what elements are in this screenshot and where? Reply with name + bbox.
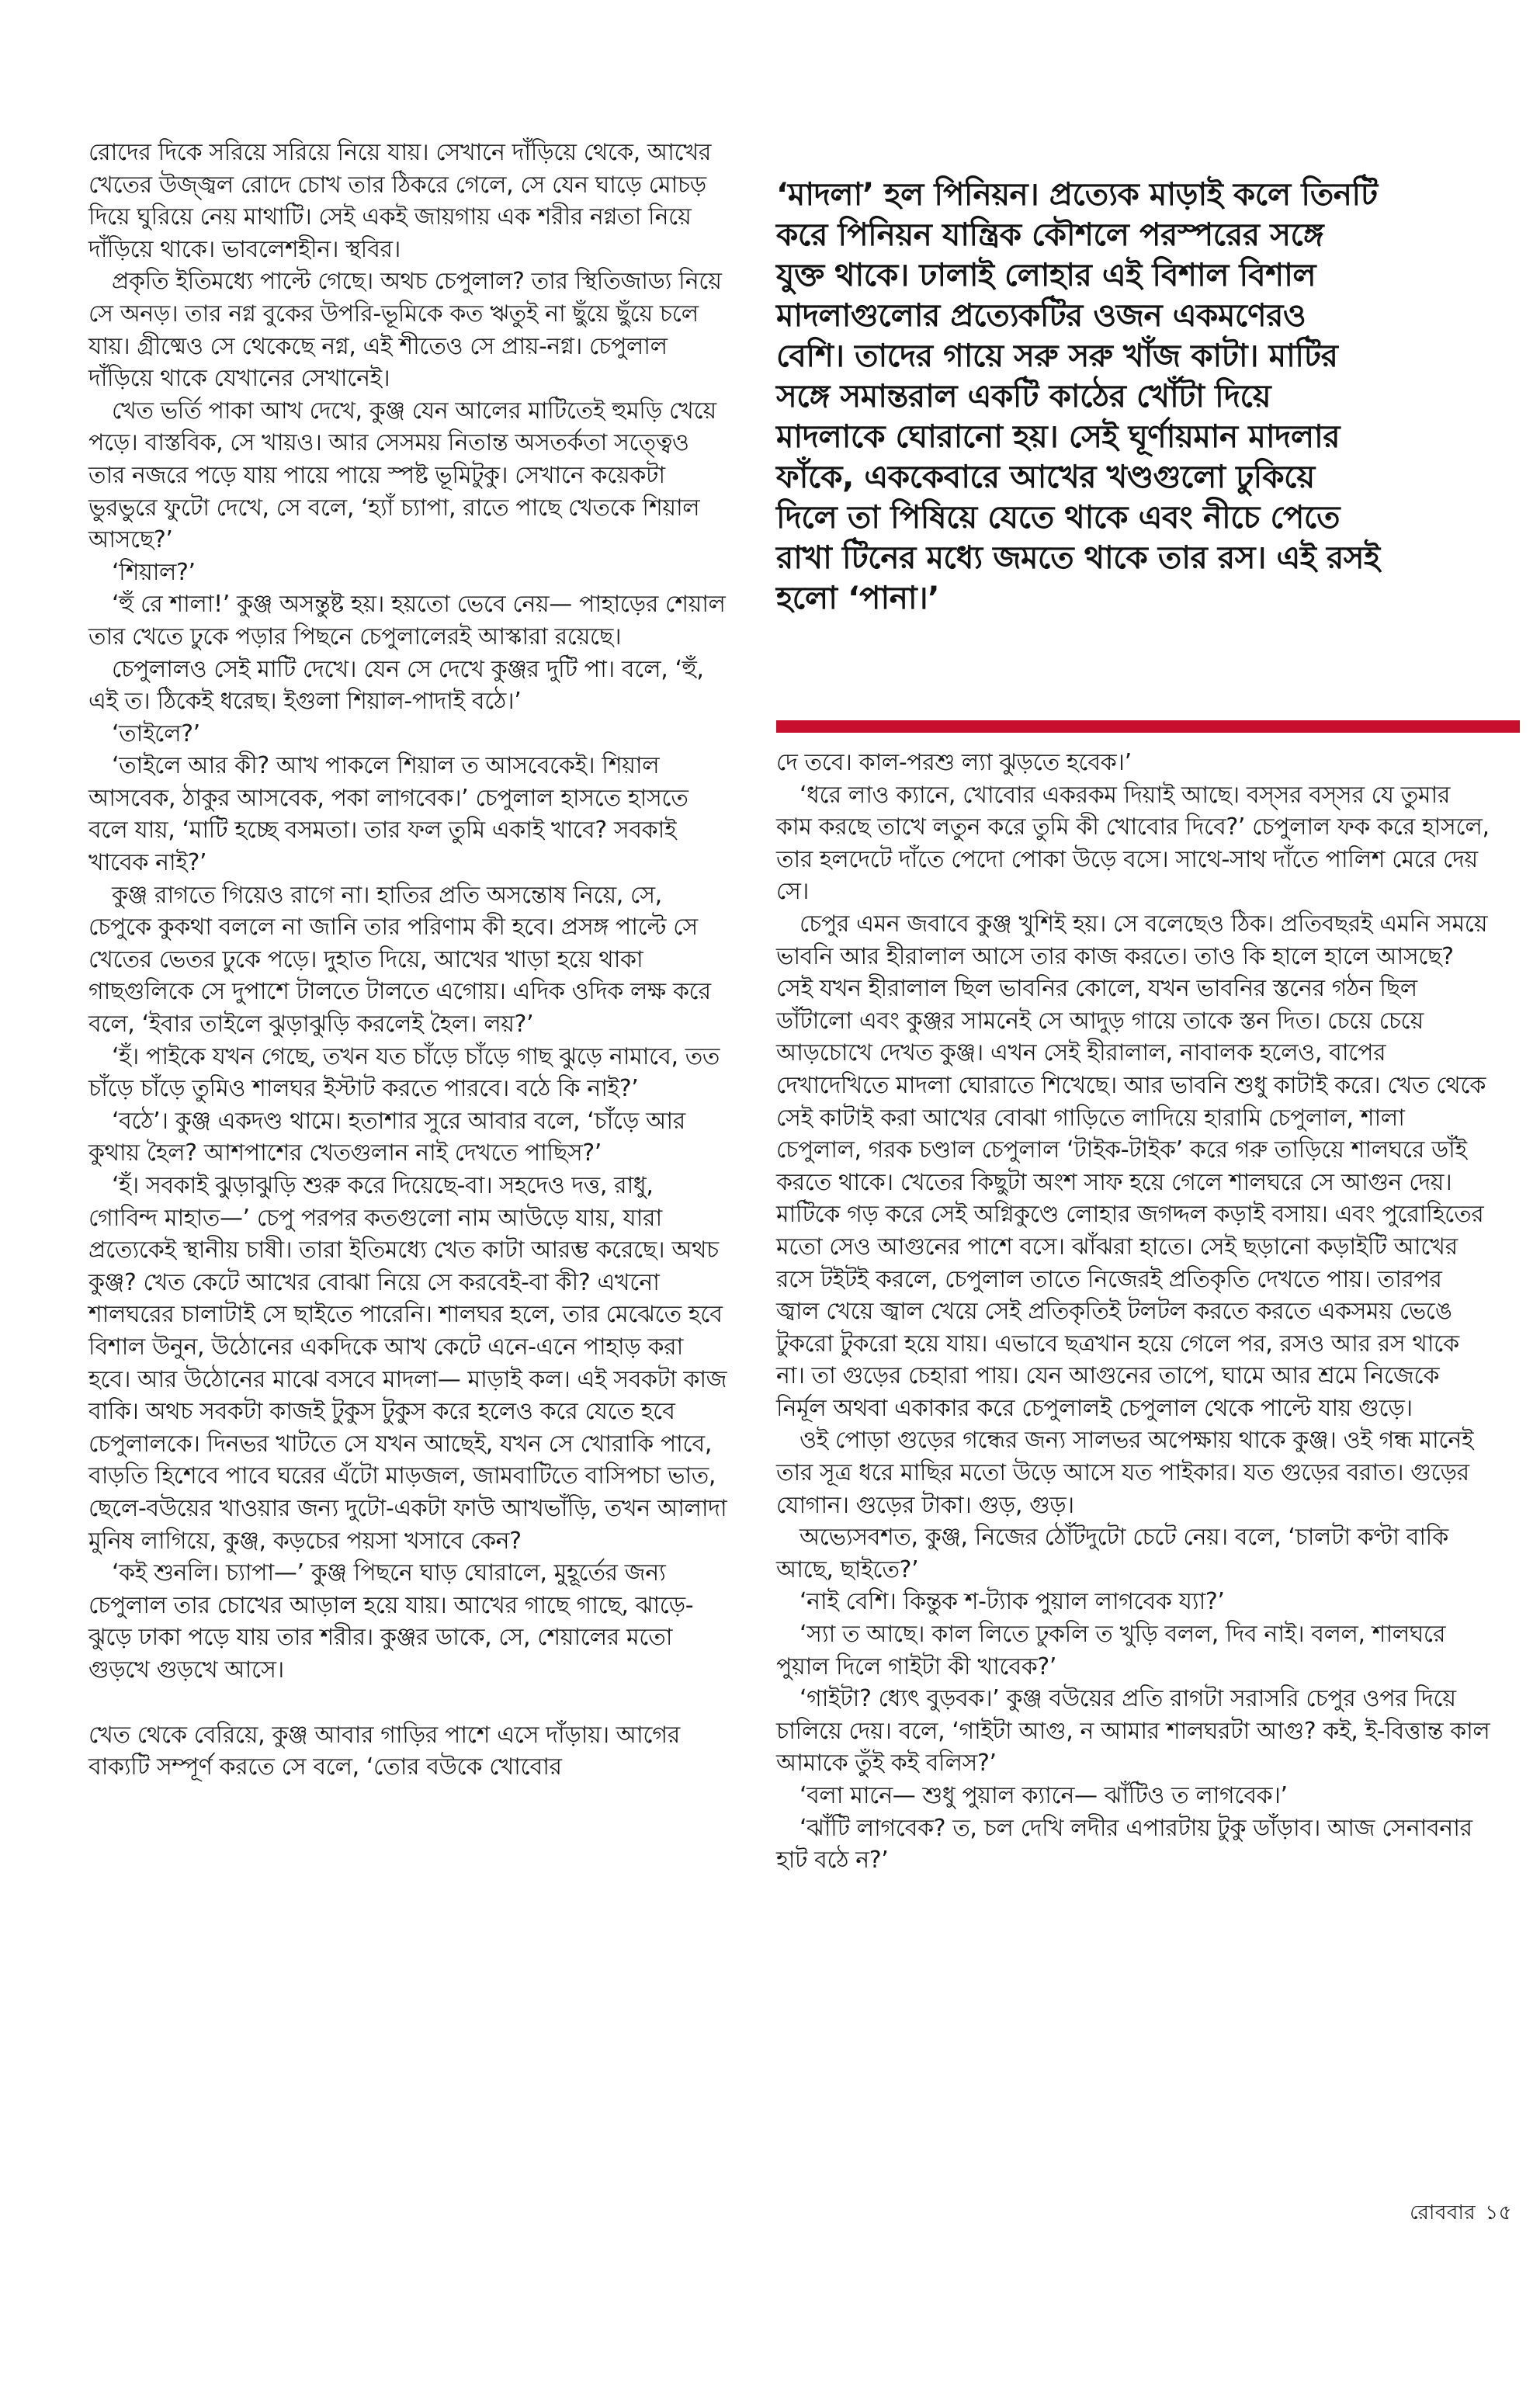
accent-divider-rule (776, 720, 1520, 733)
body-paragraph: ‘হঁ। সবকাই ঝুড়াঝুড়ি শুরু করে দিয়েছে-বা। সহদেও দত্ত, রাধু, গোবিন্দ মাহাত—’ চেপু পরপর কতগুলো নাম আউড়ে যায়, যারা প্রত্যেকেই স্থানীয় চাষী। তারা ইতিমধ্যে খেত কাটা আরম্ভ করেছে। অথচ কুঞ্জ? খেত কেটে আখের বোঝা নিয়ে সে করবেই-বা কী? এখনো শালঘরের চালাটাই সে ছাইতে পারেনি। শালঘর হলে, তার মেঝেতে হবে বিশাল উনুন, উঠোনের একদিকে আখ কেটে এনে-এনে পাহাড় করা হবে। আর উঠোনের মাঝে বসবে মাদলা— মাড়াই কল। এই সবকটা কাজ বাকি। অথচ সবকটা কাজই টুকুস টুকুস করে হলেও করে যেতে হবে চেপুলালকে। দিনভর খাটতে সে যখন আছেই, যখন সে খোরাকি পাবে, বাড়তি হিশেবে পাবে ঘরের এঁটো মাড়জল, জামবাটিতে বাসিপচা ভাত, ছেলে-বউয়ের খাওয়ার জন্য দুটো-একটা ফাউ আখভাঁড়ি, তখন আলাদা মুনিষ লাগিয়ে, কুঞ্জ, কড়চের পয়সা খসাবে কেন? (88, 1172, 727, 1555)
body-paragraph: ‘হুঁ রে শালা!’ কুঞ্জ অসন্তুষ্ট হয়। হয়তো ভেবে নেয়— পাহাড়ের শেয়াল তার খেতে ঢুকে পড়ার পিছনে চেপুলালেরই আস্কারা রয়েছে। (88, 591, 726, 650)
body-paragraph: দে তবে। কাল-পরশু ল্যা ঝুড়তে হবেক।’ (776, 749, 1132, 776)
page-folio (1410, 2197, 1512, 2231)
body-paragraph: ‘নাই বেশি। কিন্তুক শ-ট্যাক পুয়াল লাগবেক য্যা?’ (799, 1588, 1225, 1616)
body-paragraph: ‘তাইলে?’ (112, 720, 200, 747)
left-text-column (88, 137, 728, 1784)
body-paragraph: ‘স্যা ত আছে। কাল লিতে ঢুকলি ত খুড়ি বলল, দিব নাই। বলল, শালঘরে পুয়াল দিলে গাইটা কী খাবেক?’ (776, 1621, 1446, 1680)
body-paragraph: ‘তাইলে আর কী? আখ পাকলে শিয়াল ত আসবেকেই। শিয়াল আসবেক, ঠাকুর আসবেক, পকা লাগবেক।’ চেপুলাল হাসতে হাসতে বলে যায়, ‘মাটি হচ্ছে বসমতা। তার ফল তুমি একাই খাবে? সবকাই খাবেক নাই?’ (88, 752, 688, 877)
body-paragraph: রোদের দিকে সরিয়ে সরিয়ে নিয়ে যায়। সেখানে দাঁড়িয়ে থেকে, আখের খেতের উজ্জ্বল রোদে চোখ তার ঠিকরে গেলে, সে যেন ঘাড়ে মোচড় দিয়ে ঘুরিয়ে নেয় মাথাটি। সেই একই জায়গায় এক শরীর নগ্নতা নিয়ে দাঁড়িয়ে থাকে। ভাবলেশহীন। স্থবির। (88, 139, 711, 263)
section-break-paragraph: খেত থেকে বেরিয়ে, কুঞ্জ আবার গাড়ির পাশে এসে দাঁড়ায়। আগের বাক্যটি সম্পূর্ণ করতে সে বলে, ‘তোর বউকে খোবোর (88, 1721, 680, 1781)
body-paragraph: ‘বলা মানে— শুধু পুয়াল ক্যানে— ঝাঁটিও ত লাগবেক।’ (799, 1782, 1288, 1809)
body-paragraph: ‘কই শুনলি। চ্যাপা—’ কুঞ্জ পিছনে ঘাড় ঘোরালে, মুহূর্তের জন্য চেপুলাল তার চোখের আড়াল হয়ে যায়। আখের গাছে গাছে, ঝাড়ে-ঝুড়ে ঢাকা পড়ে যায় তার শরীর। কুঞ্জর ডাকে, সে, শেয়ালের মতো গুড়খে গুড়খে আসে। (88, 1559, 694, 1684)
body-paragraph: খেত ভর্তি পাকা আখ দেখে, কুঞ্জ যেন আলের মাটিতেই হুমড়ি খেয়ে পড়ে। বাস্তবিক, সে খায়ও। আর সেসময় নিতান্ত অসতর্কতা সত্ত্বেও তার নজরে পড়ে যায় পায়ে পায়ে স্পষ্ট ভূমিটুকু। সেখানে কয়েকটা ভুরভুরে ফুটো দেখে, সে বলে, ‘হ্যাঁ চ্যাপা, রাতে পাছে খেতকে শিয়াল আসছে?’ (88, 397, 716, 554)
body-paragraph: ‘হঁ। পাইকে যখন গেছে, তখন যত চাঁড়ে চাঁড়ে গাছ ঝুড়ে নামাবে, তত চাঁড়ে চাঁড়ে তুমিও শালঘর ইস্টাট করতে পারবে। বঠে কি নাই?’ (88, 1042, 720, 1103)
body-paragraph: ‘বঠে’। কুঞ্জ একদণ্ড থামে। হতাশার সুরে আবার বলে, ‘চাঁড়ে আর কুথায় হৈল? আশপাশের খেতগুলান নাই দেখতে পাছিস?’ (88, 1107, 685, 1167)
body-paragraph: ‘ধরে লাও ক্যানে, খোবোর একরকম দিয়াই আছে। বস্সর বস্সর যে তুমার কাম করছে তাখে লতুন করে তুমি কী খোবোর দিবে?’ চেপুলাল ফক করে হাসলে, তার হলদেটে দাঁতে পেদো পোকা উড়ে বসে। সাথে-সাথ দাঁতে পালিশ মেরে দেয় সে। (776, 781, 1490, 906)
body-paragraph: ‘ঝাঁটি লাগবেক? ত, চল দেখি লদীর এপারটায় টুকু ডাঁড়াব। আজ সেনাবনার হাট বঠে ন?’ (776, 1814, 1472, 1875)
body-paragraph: চেপুর এমন জবাবে কুঞ্জ খুশিই হয়। সে বলেছেও ঠিক। প্রতিবছরই এমনি সময়ে ভাবনি আর হীরালাল আসে তার কাজ করতে। তাও কি হালে হালে আসছে? সেই যখন হীরালাল ছিল ভাবনির কোলে, যখন ভাবনির স্তনের গঠন ছিল ডাঁটালো এবং কুঞ্জর সামনেই সে আদুড় গায়ে তাকে স্তন দিত। চেয়ে চেয়ে আড়চোখে দেখত কুঞ্জ। এখন সেই হীরালাল, নাবালক হলেও, বাপের দেখাদেখিতে মাদলা ঘোরাতে শিখেছে। আর ভাবনি শুধু কাটাই করে। খেত থেকে সেই কাটাই করা আখের বোঝা গাড়িতে লাদিয়ে হারামি চেপুলাল, শালা চেপুলাল, গরক চণ্ডাল চেপুলাল ‘টাইক-টাইক’ করে গরু তাড়িয়ে শালঘরে ডাঁই করতে থাকে। খেতের কিছুটা অংশ সাফ হয়ে গেলে শালঘরে সে আগুন দেয়। মাটিকে গড় করে সেই অগ্নিকুণ্ডে লোহার জগদ্দল কড়াই বসায়। এবং পুরোহিতের মতো সেও আগুনের পাশে বসে। ঝাঁঝরা হাতে। সেই ছড়ানো কড়াইটি আখের রসে টইটই করলে, চেপুলাল তাতে নিজেরই প্রতিকৃতি দেখতে পায়। তারপর জ্বাল খেয়ে জ্বাল খেয়ে সেই প্রতিকৃতিই টলটল করতে করতে একসময় ভেঙে টুকরো টুকরো হয়ে যায়। এভাবে ছত্রখান হয়ে গেলে পর, রসও আর রস থাকে না। তা গুড়ের চেহারা পায়। যেন আগুনের তাপে, ঘামে আর শ্রমে নিজেকে নির্মূল অথবা একাকার করে চেপুলালই চেপুলাল থেকে পাল্টে যায় গুড়ে। (776, 910, 1488, 1422)
page-number: ১৫ (1485, 2201, 1512, 2225)
body-paragraph: চেপুলালও সেই মাটি দেখে। যেন সে দেখে কুঞ্জর দুটি পা। বলে, ‘হুঁ, এই ত। ঠিকেই ধরেছ। ইগুলা শিয়াল-পাদাই বঠে।’ (88, 655, 704, 716)
body-paragraph: ওই পোড়া গুড়ের গন্ধের জন্য সালভর অপেক্ষায় থাকে কুঞ্জ। ওই গন্ধ মানেই তার সূত্র ধরে মাছির মতো উড়ে আসে যত পাইকার। যত গুড়ের বরাত। গুড়ের যোগান। গুড়ের টাকা। গুড়, গুড়। (776, 1427, 1474, 1519)
body-paragraph: ‘গাইটা? ধ্যেৎ বুড়বক।’ কুঞ্জ বউয়ের প্রতি রাগটা সরাসরি চেপুর ওপর দিয়ে চালিয়ে দেয়। বলে, ‘গাইটা আগু, ন আমার শালঘরটা আগু? কই, ই-বিত্তান্ত কাল আমাকে তুঁই কই বলিস?’ (776, 1685, 1490, 1777)
body-paragraph: কুঞ্জ রাগতে গিয়েও রাগে না। হাতির প্রতি অসন্তোষ নিয়ে, সে, চেপুকে কুকথা বললে না জানি তার পরিণাম কী হবে। প্রসঙ্গ পাল্টে সে খেতের ভেতর ঢুকে পড়ে। দুহাত দিয়ে, আখের খাড়া হয়ে থাকা গাছগুলিকে সে দুপাশে টালতে টালতে এগোয়। এদিক ওদিক লক্ষ করে বলে, ‘ইবার তাইলে ঝুড়াঝুড়ি করলেই হৈল। লয়?’ (88, 881, 711, 1039)
pull-quote: ‘মাদলা’ হল পিনিয়ন। প্রত্যেক মাড়াই কলে তিনটি করে পিনিয়ন যান্ত্রিক কৌশলে পরস্পরের সঙ্গে যুক্ত থাকে। ঢালাই লোহার এই বিশাল বিশাল মাদলাগুলোর প্রত্যেকটির ওজন একমণেরও বেশি। তাদের গায়ে সরু সরু খাঁজ কাটা। মাটির সঙ্গে সমান্তরাল একটি কাঠের খোঁটা দিয়ে মাদলাকে ঘোরানো হয়। সেই ঘূর্ণায়মান মাদলার ফাঁকে, এককেবারে আখের খণ্ডগুলো ঢুকিয়ে দিলে তা পিষিয়ে যেতে থাকে এবং নীচে পেতে রাখা টিনের মধ্যে জমতে থাকে তার রস। এই রসই হলো ‘পানা।’ (776, 175, 1380, 616)
body-paragraph: অভ্যেসবশত, কুঞ্জ, নিজের ঠোঁটদুটো চেটে নেয়। বলে, ‘চালটা কণ্টা বাকি আছে, ছাইতে?’ (776, 1524, 1448, 1583)
magazine-name: রোববার (1410, 2201, 1476, 2225)
right-text-column (776, 747, 1490, 1877)
body-paragraph: ‘শিয়াল?’ (112, 558, 196, 586)
body-paragraph: প্রকৃতি ইতিমধ্যে পাল্টে গেছে। অথচ চেপুলাল? তার স্থিতিজাড্য নিয়ে সে অনড়। তার নগ্ন বুকের উপরি-ভূমিকে কত ঋতুই না ছুঁয়ে ছুঁয়ে চলে যায়। গ্রীষ্মেও সে থেকেছে নগ্ন, এই শীতেও সে প্রায়-নগ্ন। চেপুলাল দাঁড়িয়ে থাকে যেখানের সেখানেই। (88, 268, 722, 393)
